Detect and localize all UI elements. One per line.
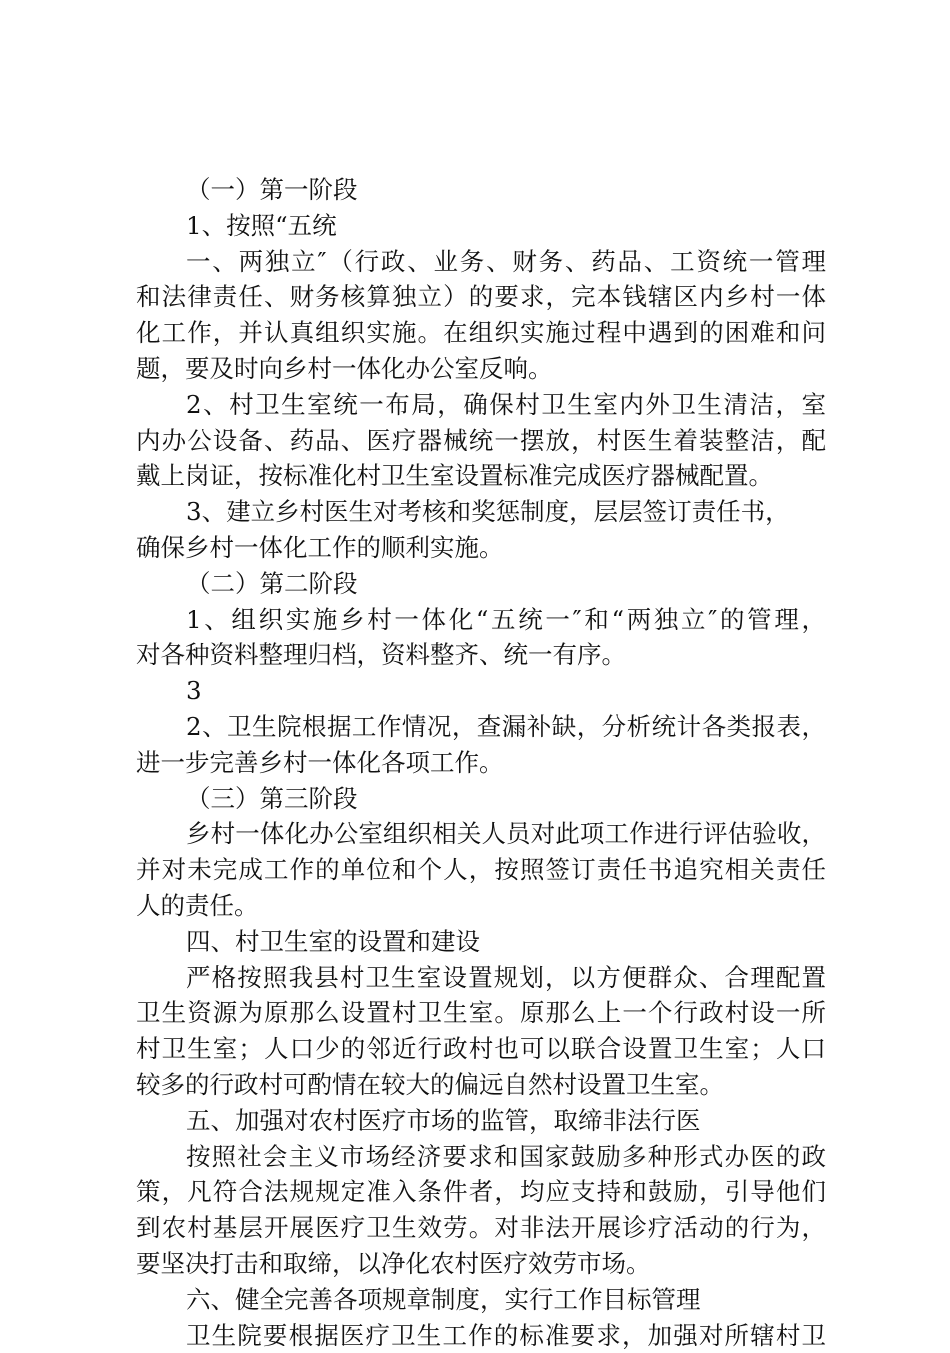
section-heading-4: 四、村卫生室的设置和建设 <box>136 924 826 960</box>
section-heading-5: 五、加强对农村医疗市场的监管，取缔非法行医 <box>136 1103 826 1139</box>
section-heading-6: 六、健全完善各项规章制度，实行工作目标管理 <box>136 1282 826 1318</box>
paragraph-line: 戴上岗证，按标准化村卫生室设置标准完成医疗器械配置。 <box>136 458 826 494</box>
paragraph-line: 严格按照我县村卫生室设置规划，以方便群众、合理配置 <box>136 960 826 996</box>
section-heading-stage-1: （一）第一阶段 <box>136 172 826 208</box>
paragraph-line: 内办公设备、药品、医疗器械统一摆放，村医生着装整洁，配 <box>136 423 826 459</box>
paragraph-line: 人的责任。 <box>136 888 826 924</box>
paragraph-line: 2、村卫生室统一布局，确保村卫生室内外卫生清洁，室 <box>136 387 826 423</box>
paragraph-line: 1、组织实施乡村一体化“五统一″和“两独立″的管理， <box>136 602 826 638</box>
paragraph-line: 要坚决打击和取缔，以净化农村医疗效劳市场。 <box>136 1246 826 1282</box>
paragraph-line: 进一步完善乡村一体化各项工作。 <box>136 745 826 781</box>
paragraph-line: 按照社会主义市场经济要求和国家鼓励多种形式办医的政 <box>136 1139 826 1175</box>
paragraph-line: 村卫生室；人口少的邻近行政村也可以联合设置卫生室；人口 <box>136 1031 826 1067</box>
section-heading-stage-2: （二）第二阶段 <box>136 566 826 602</box>
paragraph-line: 卫生院要根据医疗卫生工作的标准要求，加强对所辖村卫 <box>136 1318 826 1353</box>
paragraph-line: 化工作，并认真组织实施。在组织实施过程中遇到的困难和问 <box>136 315 826 351</box>
paragraph-line: 乡村一体化办公室组织相关人员对此项工作进行评估验收， <box>136 816 826 852</box>
paragraph-line: 和法律责任、财务核算独立）的要求，完本钱辖区内乡村一体 <box>136 279 826 315</box>
paragraph-line: 策，凡符合法规规定准入条件者，均应支持和鼓励，引导他们 <box>136 1174 826 1210</box>
paragraph-line: 对各种资料整理归档，资料整齐、统一有序。 <box>136 637 826 673</box>
section-heading-stage-3: （三）第三阶段 <box>136 781 826 817</box>
page-number: 3 <box>136 673 826 709</box>
paragraph-line: 2、卫生院根据工作情况，查漏补缺，分析统计各类报表， <box>136 709 826 745</box>
paragraph-line: 确保乡村一体化工作的顺利实施。 <box>136 530 826 566</box>
paragraph-line: 题，要及时向乡村一体化办公室反响。 <box>136 351 826 387</box>
paragraph-line: 较多的行政村可酌情在较大的偏远自然村设置卫生室。 <box>136 1067 826 1103</box>
paragraph-line: 1、按照“五统 <box>136 208 826 244</box>
paragraph-line: 卫生资源为原那么设置村卫生室。原那么上一个行政村设一所 <box>136 995 826 1031</box>
paragraph-line: 3、建立乡村医生对考核和奖惩制度，层层签订责任书， <box>136 494 826 530</box>
paragraph-line: 一、两独立″（行政、业务、财务、药品、工资统一管理 <box>136 244 826 280</box>
document-body <box>136 172 826 1353</box>
paragraph-line: 并对未完成工作的单位和个人，按照签订责任书追究相关责任 <box>136 852 826 888</box>
paragraph-line: 到农村基层开展医疗卫生效劳。对非法开展诊疗活动的行为， <box>136 1210 826 1246</box>
